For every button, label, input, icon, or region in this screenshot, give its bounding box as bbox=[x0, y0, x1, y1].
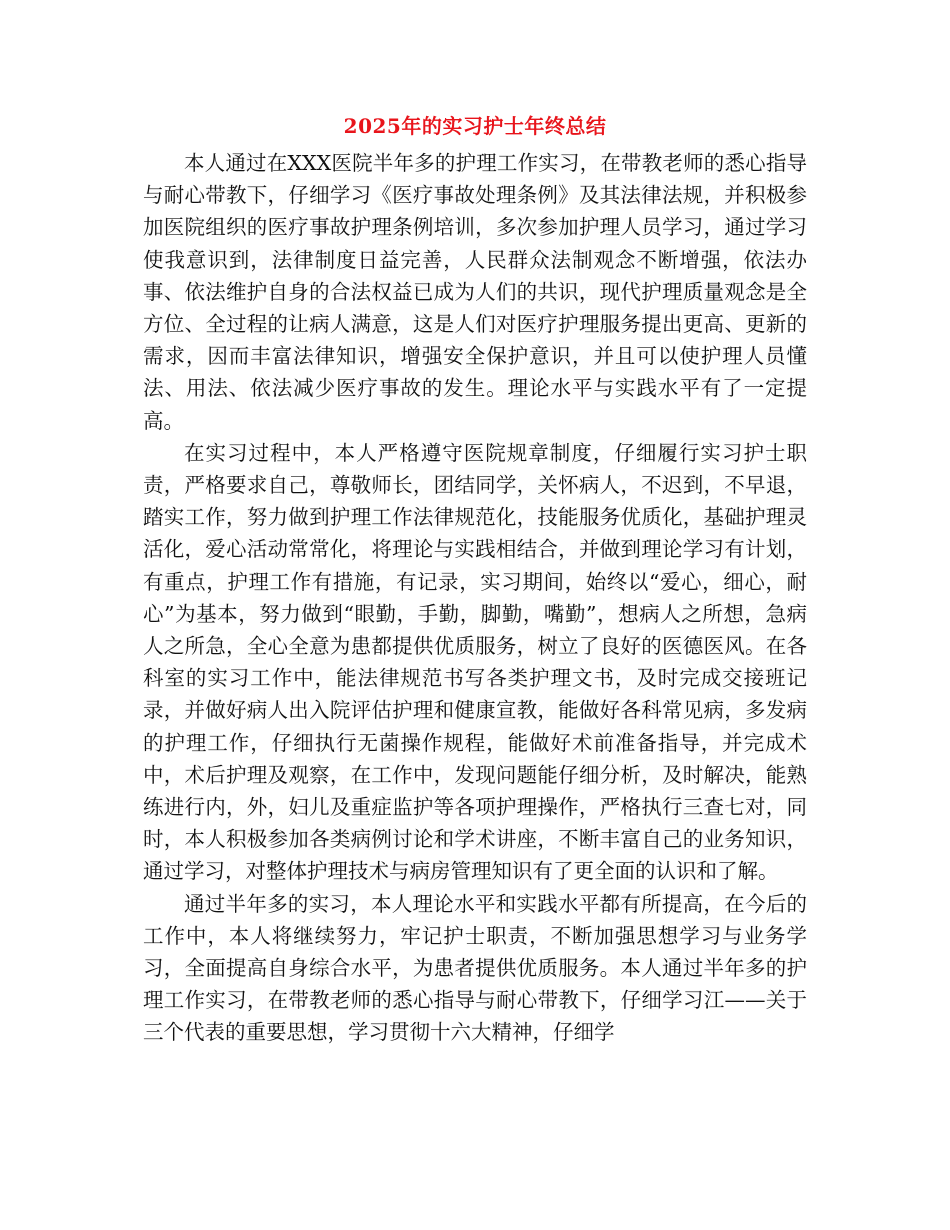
paragraph-1: 本人通过在XXX医院半年多的护理工作实习，在带教老师的悉心指导与耐心带教下，仔细学习《医疗事故处理条例》及其法律法规，并积极参加医院组织的医疗事故护理条例培训，多次参加护理人员学习，通过学习使我意识到，法律制度日益完善，人民群众法制观念不断增强，依法办事、依法维护自身的合法权益已成为人们的共识，现代护理质量观念是全方位、全过程的让病人满意，这是人们对医疗护理服务提出更高、更新的需求，因而丰富法律知识，增强安全保护意识，并且可以使护理人员懂法、用法、依法减少医疗事故的发生。理论水平与实践水平有了一定提高。 bbox=[143, 151, 807, 433]
document-body bbox=[143, 147, 807, 1049]
paragraph-2: 在实习过程中，本人严格遵守医院规章制度，仔细履行实习护士职责，严格要求自己，尊敬师长，团结同学，关怀病人，不迟到，不早退，踏实工作，努力做到护理工作法律规范化，技能服务优质化，基础护理灵活化，爱心活动常常化，将理论与实践相结合，并做到理论学习有计划，有重点，护理工作有措施，有记录，实习期间，始终以“爱心，细心，耐心”为基本，努力做到“眼勤，手勤，脚勤，嘴勤”，想病人之所想，急病人之所急，全心全意为患都提供优质服务，树立了良好的医德医风。在各科室的实习工作中，能法律规范书写各类护理文书，及时完成交接班记录，并做好病人出入院评估护理和健康宣教，能做好各科常见病，多发病的护理工作，仔细执行无菌操作规程，能做好术前准备指导，并完成术中，术后护理及观察，在工作中，发现问题能仔细分析，及时解决，能熟练进行内，外，妇儿及重症监护等各项护理操作，严格执行三查七对，同时，本人积极参加各类病例讨论和学术讲座，不断丰富自己的业务知识，通过学习，对整体护理技术与病房管理知识有了更全面的认识和了解。 bbox=[143, 440, 807, 884]
document-title: 2025年的实习护士年终总结 bbox=[343, 114, 607, 138]
paragraph-3: 通过半年多的实习，本人理论水平和实践水平都有所提高，在今后的工作中，本人将继续努力，牢记护士职责，不断加强思想学习与业务学习，全面提高自身综合水平，为患者提供优质服务。本人通过半年多的护理工作实习，在带教老师的悉心指导与耐心带教下，仔细学习江——关于三个代表的重要思想，学习贯彻十六大精神，仔细学 bbox=[143, 891, 807, 1045]
